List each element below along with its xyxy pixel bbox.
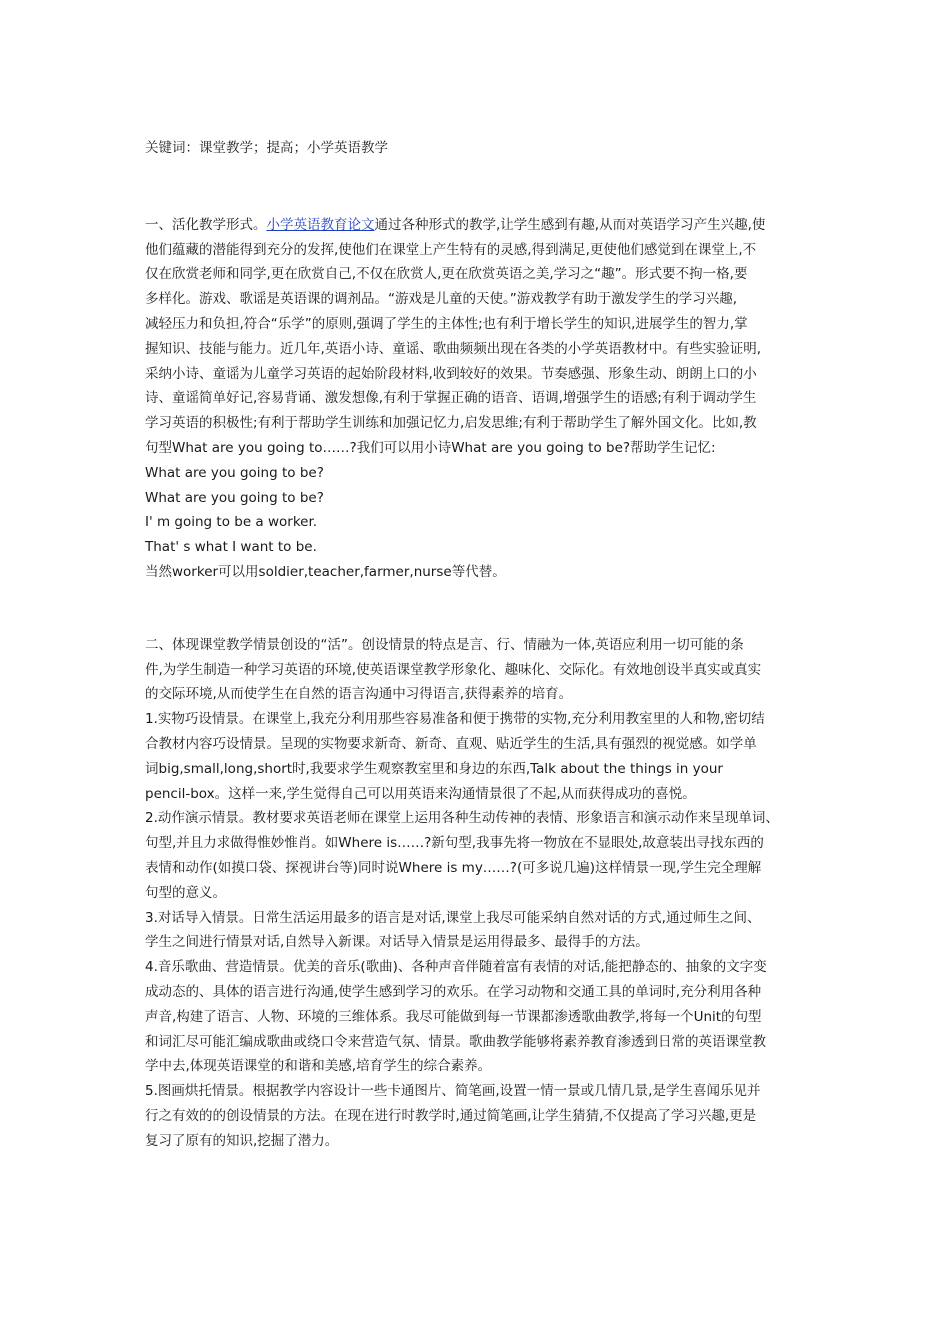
paragraph-line: 减轻压力和负担,符合“乐学”的原则,强调了学生的主体性;也有利于增长学生的知识,进展学生的智力,掌 (145, 315, 748, 332)
section-1-first-line-text: 通过各种形式的教学,让学生感到有趣,从而对英语学习产生兴趣,使 (374, 216, 766, 233)
paragraph-line: 学习英语的积极性;有利于帮助学生训练和加强记忆力,启发思维;有利于帮助学生了解外国文化。比如,教 (145, 415, 757, 432)
poem-line: That' s what I want to be. (145, 539, 317, 556)
paragraph-line: 复习了原有的知识,挖掘了潜力。 (145, 1132, 339, 1149)
paragraph-line: 握知识、技能与能力。近几年,英语小诗、童谣、歌曲频频出现在各类的小学英语教材中。有些实验证明, (145, 340, 762, 357)
section-spacer (145, 585, 815, 633)
keywords-line: 关键词：课堂教学；提高；小学英语教学 (145, 140, 388, 156)
paragraph-line: 和词汇尽可能汇编成歌曲或绕口令来营造气氛、情景。歌曲教学能够将素养教育渗透到日常的英语课堂教 (145, 1033, 766, 1050)
document-body (145, 136, 815, 1153)
section-1-first-line (145, 213, 815, 238)
poem-line: What are you going to be? (145, 464, 324, 481)
paragraph-line: 表情和动作(如摸口袋、探视讲台等)同时说Where is my……?(可多说几遍)这样情景一现,学生完全理解 (145, 859, 762, 876)
section-2-heading-line: 二、体现课堂教学情景创设的“活”。创设情景的特点是言、行、情融为一体,英语应利用一切可能的条 (145, 636, 744, 653)
paragraph-line: 诗、童谣简单好记,容易背诵、激发想像,有利于掌握正确的语音、语调,增强学生的语感;有利于调动学生 (145, 390, 757, 407)
paragraph-line: 句型,并且力求做得惟妙惟肖。如Where is……?新句型,我事先将一物放在不显眼处,故意装出寻找东西的 (145, 835, 764, 852)
paragraph-line: 合教材内容巧设情景。呈现的实物要求新奇、新奇、直观、贴近学生的生活,具有强烈的视觉感。如学单 (145, 735, 757, 752)
section-2 (145, 633, 815, 1154)
poem-line: I' m going to be a worker. (145, 514, 318, 531)
paragraph-line: 件,为学生制造一种学习英语的环境,使英语课堂教学形象化、趣味化、交际化。有效地创设半真实或真实 (145, 661, 762, 678)
paragraph-line: 学生之间进行情景对话,自然导入新课。对话导入情景是运用得最多、最得手的方法。 (145, 934, 649, 951)
paragraph-line: 多样化。游戏、歌谣是英语课的调剂品。“游戏是儿童的天使。”游戏教学有助于激发学生的学习兴趣, (145, 291, 738, 308)
paragraph-line: 句型的意义。 (145, 884, 226, 901)
paragraph-line: 句型What are you going to……?我们可以用小诗What are you going to be?帮助学生记忆: (145, 439, 716, 456)
paragraph-line: 当然worker可以用soldier,teacher,farmer,nurse等代替。 (145, 563, 506, 580)
paragraph-line: 声音,构建了语言、人物、环境的三维体系。我尽可能做到每一节课都渗透歌曲教学,将每一个Unit的句型 (145, 1008, 762, 1025)
section-1 (145, 213, 815, 585)
paragraph-line: 2.动作演示情景。教材要求英语老师在课堂上运用各种生动传神的表情、形象语言和演示动作来呈现单词、 (145, 810, 779, 827)
poem-line: What are you going to be? (145, 489, 324, 506)
paragraph-line: pencil-box。这样一来,学生觉得自己可以用英语来沟通情景很了不起,从而获得成功的喜悦。 (145, 785, 696, 802)
paragraph-line: 学中去,体现英语课堂的和谐和美感,培育学生的综合素养。 (145, 1058, 492, 1075)
paragraph-line: 他们蕴藏的潜能得到充分的发挥,使他们在课堂上产生特有的灵感,得到满足,更使他们感觉到在课堂上,不 (145, 241, 757, 258)
section-1-heading: 一、活化教学形式。 (145, 216, 267, 233)
paragraph-line: 采纳小诗、童谣为儿童学习英语的起始阶段材料,收到较好的效果。节奏感强、形象生动、朗朗上口的小 (145, 365, 757, 382)
paper-link[interactable]: 小学英语教育论文 (266, 216, 375, 233)
paragraph-line: 4.音乐歌曲、营造情景。优美的音乐(歌曲)、各种声音伴随着富有表情的对话,能把静态的、抽象的文字变 (145, 959, 767, 976)
paragraph-line: 的交际环境,从而使学生在自然的语言沟通中习得语言,获得素养的培育。 (145, 686, 573, 703)
paragraph-line: 词big,small,long,short时,我要求学生观察教室里和身边的东西,Talk about the things in your (145, 760, 723, 777)
paragraph-line: 1.实物巧设情景。在课堂上,我充分利用那些容易准备和便于携带的实物,充分利用教室里的人和物,密切结 (145, 711, 765, 728)
paragraph-line: 仅在欣赏老师和同学,更在欣赏自己,不仅在欣赏人,更在欣赏英语之美,学习之“趣”。形式要不拘一格,要 (145, 266, 748, 283)
paragraph-line: 成动态的、具体的语言进行沟通,使学生感到学习的欢乐。在学习动物和交通工具的单词时,充分利用各种 (145, 983, 762, 1000)
paragraph-line: 3.对话导入情景。日常生活运用最多的语言是对话,课堂上我尽可能采纳自然对话的方式,通过师生之间、 (145, 909, 761, 926)
paragraph-line: 5.图画烘托情景。根据教学内容设计一些卡通图片、简笔画,设置一情一景或几情几景,是学生喜闻乐见并 (145, 1083, 761, 1100)
paragraph-line: 行之有效的的创设情景的方法。在现在进行时教学时,通过简笔画,让学生猜猜,不仅提高了学习兴趣,更是 (145, 1107, 757, 1124)
